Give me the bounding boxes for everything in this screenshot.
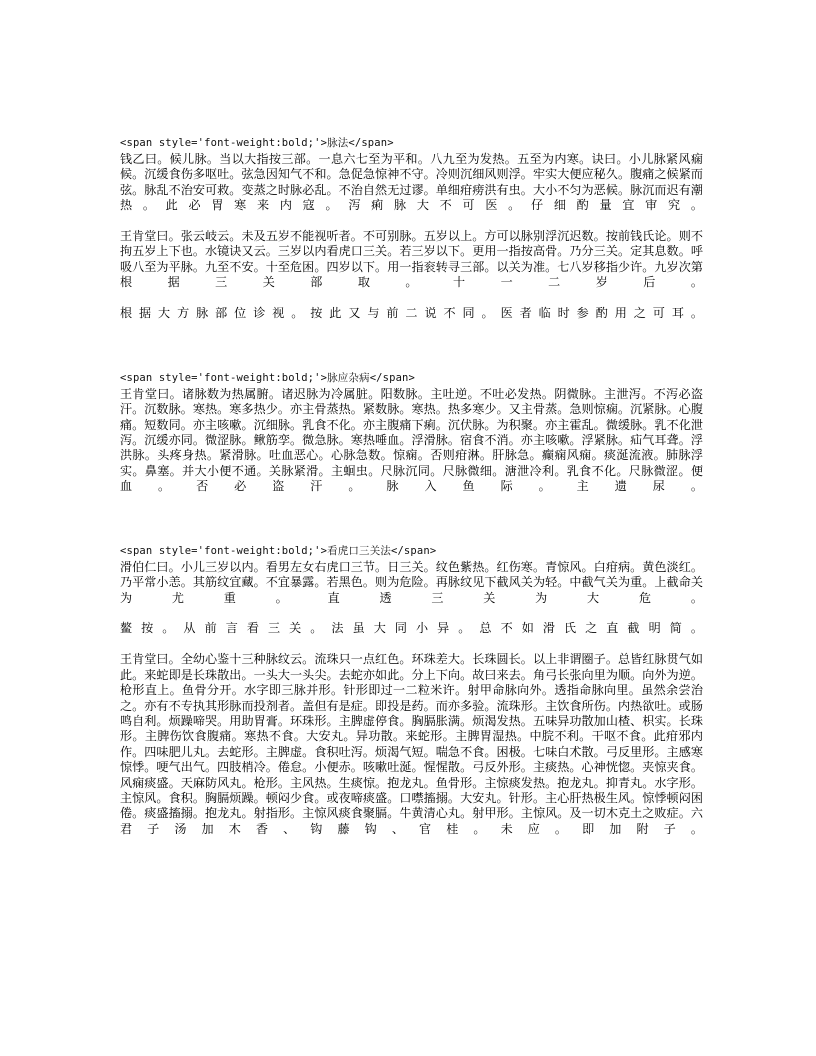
paragraph: 王肯堂曰。张云岐云。未及五岁不能视听者。不可别脉。五岁以上。方可以脉别浮沉迟数。按前钱氏论。则不拘五岁上下也。水镜诀又云。三岁以内看虎口三关。若三岁以下。更用一指按高骨。乃分三关。定其息数。呼吸八至为平脉。九至不安。十至危困。四岁以下。用一指衮转寻三部。以关为准。七八岁移指少许。九岁次第根据三关部取。十一二岁后。 [120,228,703,290]
section-maiyingzabing [120,371,703,510]
paragraph: 钱乙曰。候儿脉。当以大指按三部。一息六七至为平和。八九至为发热。五至为内寒。诀曰。小儿脉紧风痫候。沉缓食伤多呕吐。弦急因知气不和。急促急惊神不守。冷则沉细风则浮。牢实大便应秘久。腹痛之候紧而弦。脉乱不治安可救。变蒸之时脉必乱。不治自然无过谬。单细疳痨洪有虫。大小不匀为恶候。脉沉而迟有潮热。此必胃寒来内寇。泻痢脉大不可医。仔细酌量宜审究。 [120,151,703,213]
paragraph: 根据大方脉部位诊视。按此又与前二说不同。医者临时参酌用之可耳。 [120,305,703,320]
section-heading-markup-maifa: <span style='font-weight:bold;'>脉法</span> [120,137,394,149]
section-kanhukousanguanfa [120,544,703,853]
section-heading-markup-maiyingzabing: <span style='font-weight:bold;'>脉应杂病</span> [120,371,415,384]
paragraph: 王肯堂曰。全幼心鉴十三种脉纹云。流珠只一点红色。环珠差大。长珠圆长。以上非谓圈子。总皆红脉贯气如此。来蛇即是长珠散出。一头大一头尖。去蛇亦如此。分上下向。故曰来去。角弓长张向里为顺。向外为逆。枪形直上。鱼骨分开。水字即三脉并形。针形即过一二粒米许。射甲命脉向外。透指命脉向里。虽然余尝治之。亦有不专执其形脉而投剂者。盖但有是症。即投是药。而亦多验。流珠形。主饮食所伤。内热欲吐。或肠鸣自利。烦躁啼哭。用助胃膏。环珠形。主脾虚停食。胸膈胀满。烦渴发热。五味异功散加山楂、枳实。长珠形。主脾伤饮食腹痛。寒热不食。大安丸。异功散。来蛇形。主脾胃湿热。中脘不利。干呕不食。此疳邪内作。四味肥儿丸。去蛇形。主脾虚。食积吐泻。烦渴气短。喘急不食。困极。七味白术散。弓反里形。主感寒惊悸。哽气出气。四肢梢冷。倦怠。小便赤。咳嗽吐涎。惺惺散。弓反外形。主痰热。心神恍惚。夹惊夹食。风痫痰盛。天麻防风丸。枪形。主风热。生痰惊。抱龙丸。鱼骨形。主惊痰发热。抱龙丸。抑青丸。水字形。主惊风。食积。胸膈烦躁。顿闷少食。或夜啼痰盛。口噤搐搦。大安丸。针形。主心肝热极生风。惊悸顿闷困倦。痰盛搐搦。抱龙丸。射指形。主惊风痰食聚膈。牛黄清心丸。射甲形。主惊风。及一切木克土之败症。六君子汤加木香、钩藤钩、官桂。未应。即加附子。 [120,652,703,836]
section-heading-markup-kanhukousanguanfa: <span style='font-weight:bold;'>看虎口三关法</span> [120,544,437,557]
section-maifa [120,136,703,337]
paragraph: 鳌按。从前言看三关。法虽大同小异。总不如滑氏之直截明简。 [120,621,703,636]
paragraph: 王肯堂曰。诸脉数为热属腑。诸迟脉为冷属脏。阳数脉。主吐逆。不吐必发热。阴微脉。主泄泻。不泻必盗汗。沉数脉。寒热。寒多热少。亦主骨蒸热。紧数脉。寒热。热多寒少。又主骨蒸。急则惊痫。沉紧脉。心腹痛。短数同。亦主咳嗽。沉细脉。乳食不化。亦主腹痛下痢。沉伏脉。为积聚。亦主霍乱。微缓脉。乳不化泄泻。沉缓亦同。微涩脉。鳅筋孪。微急脉。寒热唾血。浮滑脉。宿食不消。亦主咳嗽。浮紧脉。疝气耳聋。浮洪脉。头疼身热。紧滑脉。吐血恶心。心脉急数。惊痫。否则疳淋。肝脉急。癫痫风痫。痰涎流液。肺脉浮实。鼻塞。并大小便不通。关脉紧滑。主蛔虫。尺脉沉同。尺脉微细。溏泄冷利。乳食不化。尺脉微涩。便血。否必盗汗。脉入鱼际。主遗尿。 [120,386,703,494]
paragraph: 滑伯仁曰。小儿三岁以内。看男左女右虎口三节。日三关。纹色紫热。红伤寒。青惊风。白疳病。黄色淡红。乃平常小恙。其筋纹宜藏。不宜暴露。若黑色。则为危险。再脉纹见下截风关为轻。中截气关为重。上截命关为尤重。直透三关为大危。 [120,559,703,605]
